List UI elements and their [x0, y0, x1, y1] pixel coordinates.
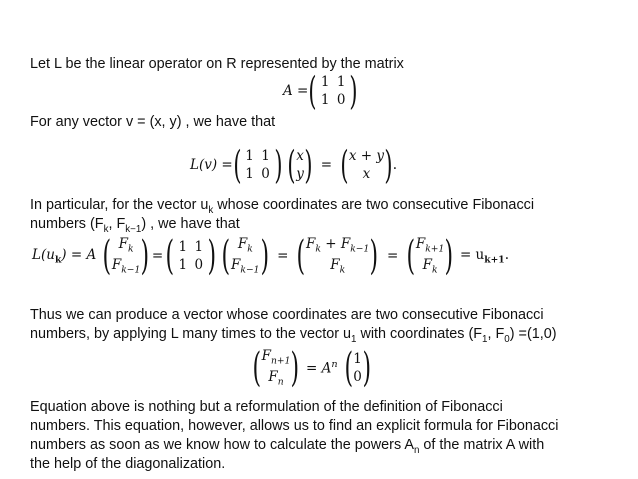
equation-l-v: L(v) = ( 1 1 1 0 ) ( x y ) = ( x + y x ) . — [190, 143, 398, 187]
equation-above-line-1: Equation above is nothing but a reformulation of the definition of Fibonacci — [30, 399, 503, 415]
equation-above-line-3: numbers as soon as we know how to calculate the powers $A_n$ of the matrix A with — [30, 437, 545, 456]
particular-line-2: numbers ($F_k$, $F_{k-1}$) , we have that — [30, 216, 240, 235]
vector-line: For any vector v = (x, y) , we have that — [30, 114, 276, 130]
particular-line-1: In particular, for the vector $u_k$ whose coordinates are two consecutive Fibonacci — [30, 197, 535, 216]
thus-line-1: Thus we can produce a vector whose coordinates are two consecutive Fibonacci — [30, 307, 544, 323]
equation-matrix-a: A = ( 1 1 1 0 ) — [283, 69, 358, 113]
intro-line: Let L be the linear operator on R represented by the matrix — [30, 56, 404, 72]
equation-l-uk: $L(u_k) = A$ ( $F_k$ $F_{k-1}$ ) = ( 1 1 1 0 ) ( $F_k$ $F_{k-1}$ ) = ( $F_k + F_{k-1}$ $F_k$ ) = ( $F_{k+1}$ $F_k$ ) = $u_{k+1}$. — [32, 233, 509, 279]
equation-power: ( $F_{n+1}$ $F_n$ ) = $A^n$ ( 1 0 ) — [252, 345, 371, 391]
equation-above-line-2: numbers. This equation, however, allows us to find an explicit formula for Fibonacci — [30, 418, 559, 434]
thus-line-2: numbers, by applying L many times to the vector $u_1$ with coordinates ($F_1$, $F_0) =(1,0)$ — [30, 326, 557, 345]
equation-above-line-4: the help of the diagonalization. — [30, 456, 226, 472]
